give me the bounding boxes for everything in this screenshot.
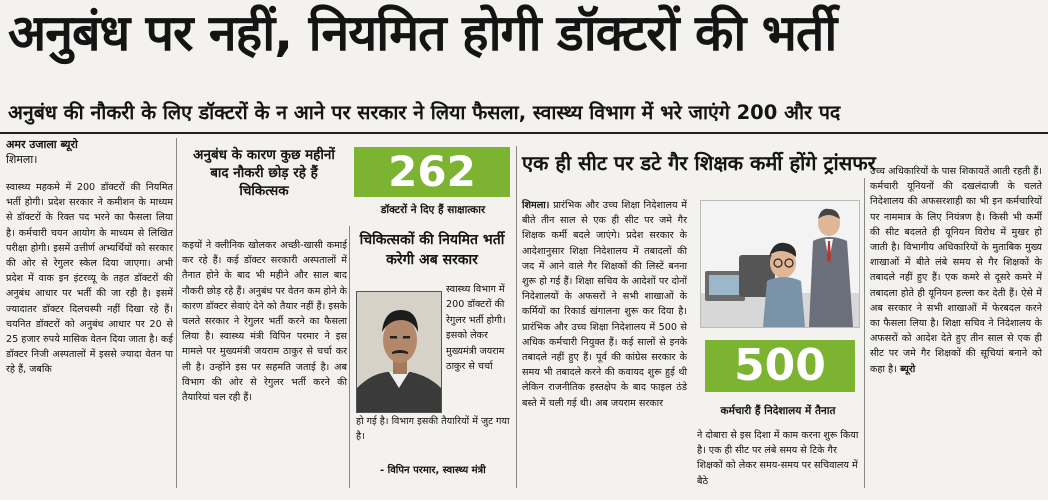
column-6-text [870,164,1042,377]
column-divider [349,226,350,488]
stat-box-262: 262 [354,147,510,197]
section-headline: एक ही सीट पर डटे गैर शिक्षक कर्मी होंगे ट्रांसफर [522,151,876,175]
minister-photo [356,291,442,413]
column-divider [864,178,865,488]
header-rule [0,132,1048,134]
office-illustration [700,200,860,328]
quote-credit: - विपिन परमार, स्वास्थ्य मंत्री [380,465,486,476]
column-divider [516,146,517,488]
column-6-body: उच्च अधिकारियों के पास शिकायतें आती रहती हैं। कर्मचारी यूनियनों की दखलंदाजी के चलते निदेशालय की अफसरशाही का भी इन कर्मचारियों पर नाममात्र के लिए नियंत्रण है। किसी भी कर्मी की सीट बदलते ही यूनियन विरोध में मुखर हो जाती है। विभागीय अधिकारियों के मुताबिक मुख्य शाखाओं में बीते लंबे समय से गैर शिक्षकों के तबादले नहीं हुए हैं। एक कमरे से दूसरे कमरे में तबादला होते ही यूनियन हल्ला कर देती हैं। ऐसे में अब सरकार ने सभी शाखाओं में फेरबदल करने का फैसला लिया है। शिक्षा सचिव ने निदेशालय के अफसरों को आदेश देते हुए तीन साल से एक ही सीट पर जमे गैर शिक्षकों की सूचियां बनाने को कहा है। [870,166,1042,375]
box-title-contract: अनुबंध के कारण कुछ महीनों बाद नौकरी छोड़ रहे हैं चिकित्सक [193,147,335,199]
column-4-body: प्रारंभिक और उच्च शिक्षा निदेशालय में बीते तीन साल से एक ही सीट पर जमे गैर शिक्षक कर्मी बदले जाएंगे। प्रदेश सरकार के आदेशानुसार शिक्षा निदेशालय में तबादलों की जद में आने वाले गैर शिक्षकों की लिस्टें बनना शुरू हो गई हैं। शिक्षा सचिव के आदेशों पर दोनों निदेशालयों के अफसरों ने सभी शाखाओं के कर्मियों का रिकार्ड खंगालना शुरू कर दिया है। प्रारंभिक और उच्च शिक्षा निदेशालय में 500 से अधिक कर्मचारी नियुक्त हैं। कई सालों से इनके तबादले नहीं हुए हैं। पूर्व की कांग्रेस सरकार के समय भी तबादले करने की कवायद शुरू हुई थी लेकिन राजनीतिक हस्तक्षेप के बाद फाइल ठंडे बस्ते में चली गई थी। अब जयराम सरकार [522,200,687,409]
column-1-text: स्वास्थ्य महकमे में 200 डॉक्टरों की नियमित भर्ती होगी। प्रदेश सरकार ने कमीशन के माध्यम से डॉक्टरों के रिक्त पद भरने का फैसला लिया है। कर्मचारी चयन आयोग के माध्यम से लिखित परीक्षा होगी। इसमें उत्तीर्ण अभ्यर्थियों को सरकार की ओर से रेगुलर स्केल दिया जाएगा। अभी प्रदेश में वाक इन इंटरव्यू के तहत डॉक्टरों की अनुबंध आधार पर भर्ती की जा रही है। इसमें ज्यादातर डॉक्टर दिलचस्पी नहीं दिखा रहे हैं। चयनित डॉक्टरों को अनुबंध आधार पर 20 से 25 हजार रुपये मासिक वेतन दिया जाता है। कई डॉक्टर निजी अस्पतालों में इससे ज्यादा वेतन पा रहे हैं, जबकि [6,182,173,376]
column-6-credit: ब्यूरो [896,363,916,375]
column-4-text [522,198,687,411]
column-2-text: कइयों ने क्लीनिक खोलकर अच्छी-खासी कमाई कर रहे हैं। कई डॉक्टर सरकारी अस्पतालों में तैनात होने के बाद भी महीने और साल बाद नौकरी छोड़ रहे हैं। अनुबंध पर वेतन कम होने के कारण डॉक्टर सेवाएं देने को तैयार नहीं हैं। इसके चलते सरकार ने रेगुलर भर्ती करने का फैसला लिया है। स्वास्थ्य मंत्री विपिन परमार ने इस मामले पर मुख्यमंत्री जयराम ठाकुर से चर्चा कर ली है। उन्होंने इस पर सहमति जताई है। अब विभाग की ओर से रेगुलर भर्ती करने की तैयारियां चल रही हैं। [182,240,347,404]
stat-box-500: 500 [705,340,855,392]
column-divider [176,138,177,488]
page-headline: अनुबंध पर नहीं, नियमित होगी डॉक्टरों की भर्ती [8,4,837,62]
dateline: शिमला। [6,153,38,166]
stat-caption-262: डॉक्टरों ने दिए हैं साक्षात्कार [380,204,486,216]
stat-caption-500: कर्मचारी हैं निदेशालय में तैनात [720,405,836,417]
byline: अमर उजाला ब्यूरो [6,138,78,151]
page-subheadline: अनुबंध की नौकरी के लिए डॉक्टरों के न आने पर सरकार ने लिया फैसला, स्वास्थ्य विभाग में भरे जाएंगे 200 और पद [8,101,841,124]
column-3-side-text: स्वास्थ्य विभाग में 200 डॉक्टरों की रेगुलर भर्ती होगी। इसको लेकर मुख्यमंत्री जयराम ठाकुर से चर्चा [446,284,506,373]
column-4-dateline: शिमला। [522,200,550,211]
box-title-regular: चिकित्सकों की नियमित भर्ती करेगी अब सरकार [359,232,505,268]
column-5-text: ने दोबारा से इस दिशा में काम करना शुरू किया है। एक ही सीट पर लंबे समय से टिके गैर शिक्षकों को लेकर समय-समय पर सचिवालय में बैठे [697,430,859,487]
column-3-text: हो गई है। विभाग इसकी तैयारियों में जुट गया है। [356,416,510,443]
